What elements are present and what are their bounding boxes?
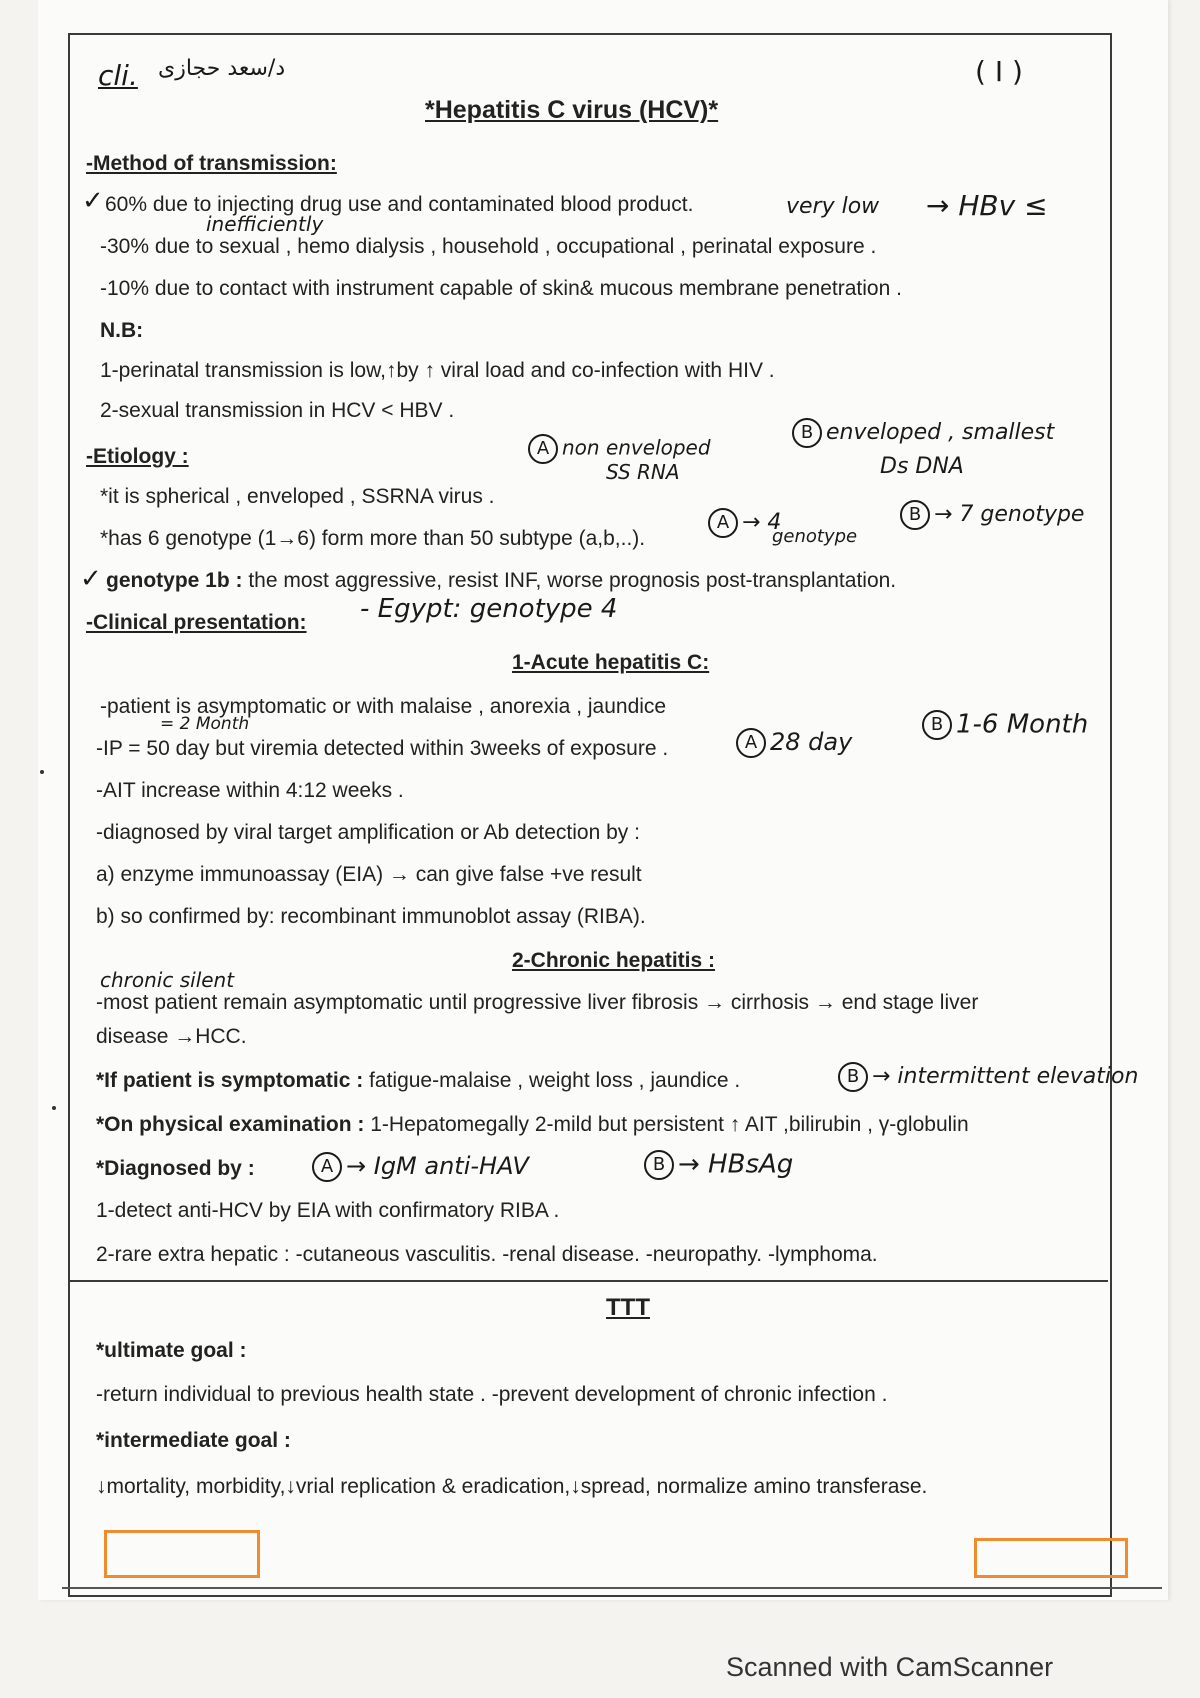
circled-a-label: A [736,728,766,758]
margin-mark [40,770,44,774]
chronic-line-1: -most patient remain asymptomatic until progressive liver fibrosis → cirrhosis → end stage liver [96,991,979,1014]
genotype-1b-text: the most aggressive, resist INF, worse prognosis post-transplantation. [242,569,897,592]
circled-b-label: B [900,500,930,530]
handwritten-1-6-month: 1-6 Month [956,709,1089,740]
checkmark-annotation: ✓ [80,564,102,594]
nb-label: N.B: [100,319,144,342]
etiology-heading: -Etiology : [86,445,189,468]
symptomatic-label: *If patient is symptomatic : [96,1069,364,1092]
handwritten-intermittent-elevation: → intermittent elevation [872,1064,1139,1089]
handwritten-egypt-genotype: - Egypt: genotype 4 [360,594,618,624]
diagnosis-item-2: 2-rare extra hepatic : -cutaneous vasculitis. -renal disease. -neuropathy. -lymphoma. [96,1243,878,1266]
circled-a-label: A [528,434,558,464]
handwritten-hbv-genotype [900,500,1084,530]
handwritten-hbv-structure [792,418,1054,448]
etiology-line-2: *has 6 genotype (1→6) form more than 50 subtype (a,b,..). [100,527,646,550]
handwritten-chronic-silent: chronic silent [100,968,235,992]
handwritten-genotype-word: genotype [772,526,858,547]
acute-heading: 1-Acute hepatitis C: [512,651,710,674]
page-marker: ( I ) [975,55,1023,88]
section-divider [70,1280,1108,1282]
handwritten-non-enveloped: non enveloped [562,435,711,460]
transmission-line-3: -10% due to contact with instrument capable of skin& mucous membrane penetration . [100,277,902,300]
acute-line-6: b) so confirmed by: recombinant immunoblot assay (RIBA). [96,905,646,928]
redaction-box-left [104,1530,260,1578]
handwritten-hbv-diagnosis [644,1150,793,1180]
handwritten-hbsag: → HBsAg [678,1149,794,1180]
handwritten-inefficiently: inefficiently [206,212,324,236]
page-border-shadow [62,1587,1162,1589]
ultimate-goal-label: *ultimate goal : [96,1339,247,1362]
handwritten-intermittent [838,1062,1138,1092]
acute-line-1: -patient is asymptomatic or with malaise , anorexia , jaundice [100,695,667,718]
circled-a-label: A [312,1152,342,1182]
etiology-line-1: *it is spherical , enveloped , SSRNA virus . [100,485,495,508]
arabic-author-note: د/سعد حجازى [158,56,286,81]
symptomatic-text: fatigue-malaise , weight loss , jaundice . [363,1069,741,1092]
circled-b-label: B [644,1150,674,1180]
acute-line-2: -IP = 50 day but viremia detected within 3weeks of exposure . [96,737,669,760]
handwritten-enveloped-smallest: enveloped , smallest [826,420,1055,445]
symptomatic-line [96,1070,740,1091]
handwritten-hav-diagnosis [312,1152,529,1182]
diagnosis-item-1: 1-detect anti-HCV by EIA with confirmatory RIBA . [96,1199,560,1222]
handwritten-very-low: very low [786,194,880,219]
handwritten-two-month: = 2 Month [160,714,250,734]
intermediate-goal-text: ↓mortality, morbidity,↓vrial replication & eradication,↓spread, normalize amino transferase. [96,1475,928,1498]
checkmark-annotation: ✓ [82,186,104,216]
page-border [68,33,1112,1597]
transmission-line-1: 60% due to injecting drug use and contaminated blood product. [105,193,694,216]
circled-b-label: B [922,710,952,740]
handwritten-hbv-note: → HBv ≤ [926,189,1048,222]
handwritten-ss-rna: SS RNA [606,460,680,484]
chronic-line-2: disease →HCC. [96,1025,247,1048]
scanner-watermark: Scanned with CamScanner [726,1652,1054,1682]
margin-mark [52,1106,56,1110]
chronic-heading: 2-Chronic hepatitis : [512,949,716,972]
circled-b-label: B [838,1062,868,1092]
examination-line [96,1114,969,1135]
handwritten-b-genotype: → 7 genotype [934,502,1085,527]
diagnosed-label: *Diagnosed by : [96,1157,255,1180]
examination-text: 1-Hepatomegally 2-mild but persistent ↑ AIT ,bilirubin , γ-globulin [364,1113,969,1136]
circled-a-label: A [708,508,738,538]
handwritten-hav-genotype [708,508,781,538]
ttt-heading: TTT [606,1294,650,1321]
intermediate-goal-label: *intermediate goal : [96,1429,291,1452]
transmission-heading: -Method of transmission: [86,152,337,175]
handwritten-a-genotype: → 4 [742,510,782,535]
handwritten-ds-dna: Ds DNA [880,454,964,479]
circled-b-label: B [792,418,822,448]
clinical-heading: -Clinical presentation: [86,611,307,634]
handwritten-prefix: cli. [98,59,138,92]
acute-line-4: -diagnosed by viral target amplification or Ab detection by : [96,821,640,844]
etiology-line-3 [106,570,896,591]
handwritten-hbv-ip [922,710,1088,740]
ultimate-goal-text: -return individual to previous health state . -prevent development of chronic infection . [96,1383,888,1406]
redaction-box-right [974,1538,1128,1578]
genotype-1b-label: genotype 1b : [106,569,243,592]
acute-line-3: -AIT increase within 4:12 weeks . [96,779,404,802]
handwritten-igm: → IgM anti-HAV [346,1152,529,1180]
page-title: *Hepatitis C virus (HCV)* [425,96,719,124]
handwritten-hav-ip [736,728,852,758]
nb-item-1: 1-perinatal transmission is low,↑by ↑ viral load and co-infection with HIV . [100,359,775,382]
nb-item-2: 2-sexual transmission in HCV < HBV . [100,399,455,422]
transmission-line-2: -30% due to sexual , hemo dialysis , household , occupational , perinatal exposure . [100,235,877,258]
acute-line-5: a) enzyme immunoassay (EIA) → can give false +ve result [96,863,642,886]
examination-label: *On physical examination : [96,1113,365,1136]
handwritten-28-day: 28 day [770,728,853,756]
